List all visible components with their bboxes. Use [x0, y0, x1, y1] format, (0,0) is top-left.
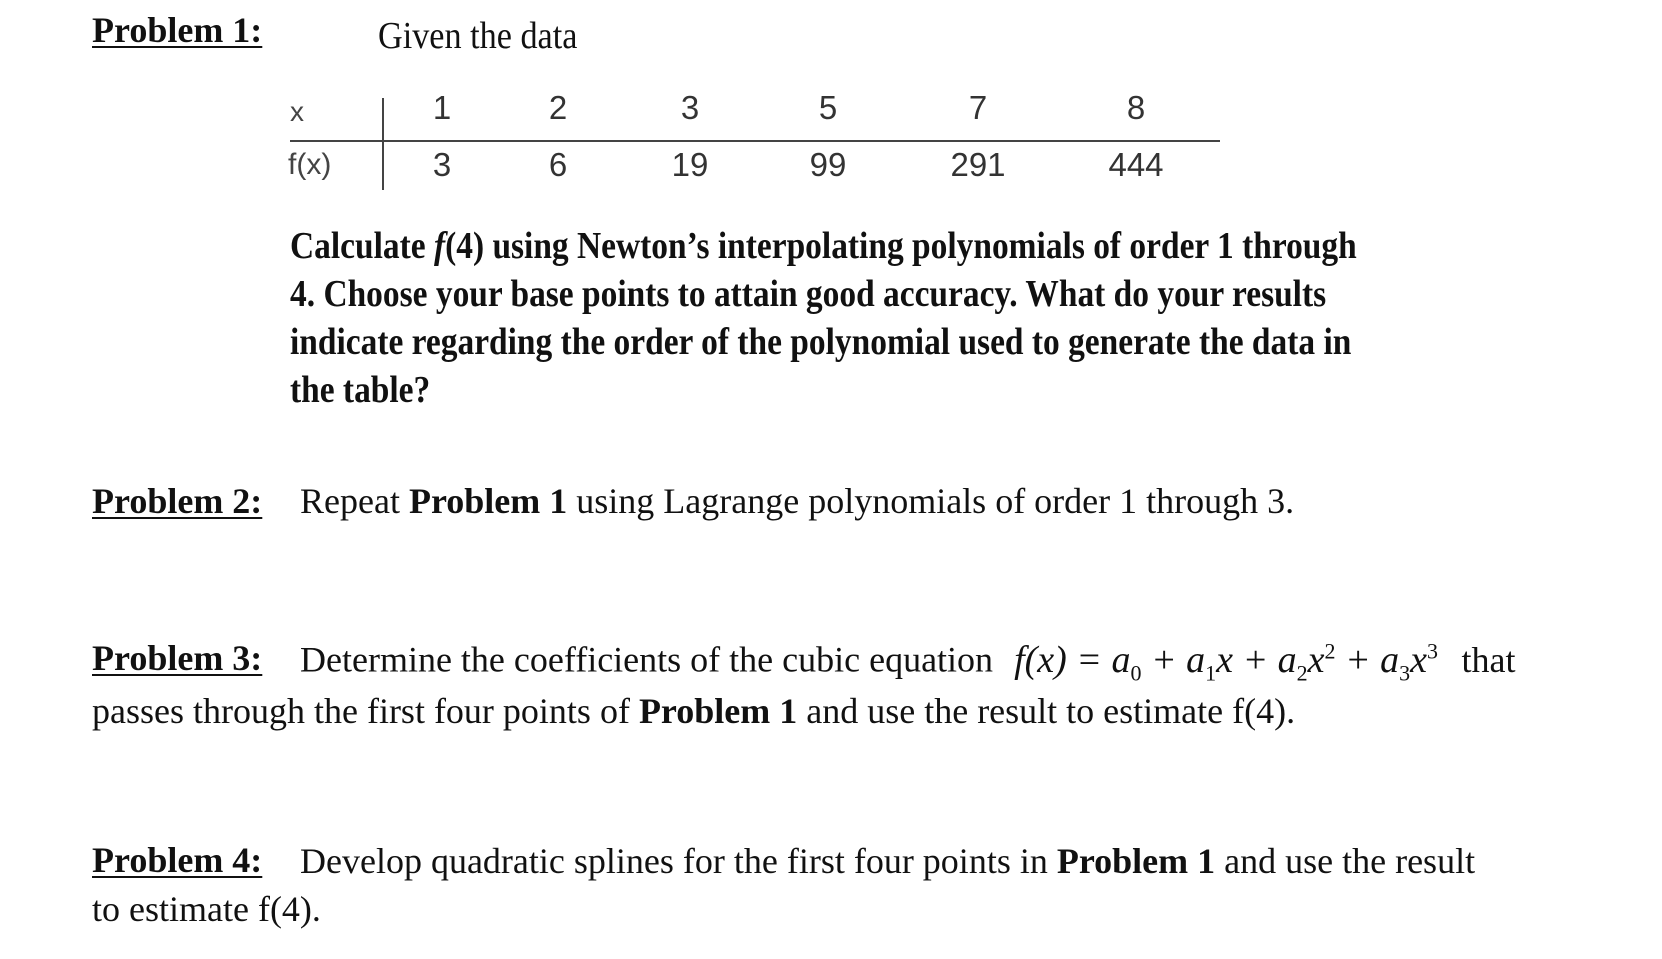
- equation-superscript: 3: [1427, 638, 1439, 663]
- problem-3-line-2-start: passes through the first four points of: [92, 691, 639, 731]
- equation-term: a: [1111, 638, 1131, 681]
- problem-1-text: [290, 222, 1390, 414]
- table-fx-cell: 19: [671, 146, 709, 183]
- equation-term: a: [1277, 638, 1297, 681]
- problem-4-line-2: to estimate f(4).: [92, 889, 321, 929]
- problem-1-label: Problem 1:: [92, 10, 263, 50]
- table-x-cell: 2: [548, 89, 568, 126]
- table-fx-cell: 291: [950, 146, 1006, 183]
- table-fx-cell: 6: [548, 146, 568, 183]
- table-x-cell: 5: [818, 89, 838, 126]
- problem-3-text-start: Determine the coefficients of the cubic equation: [300, 639, 994, 680]
- table-horizontal-rule: [290, 140, 1220, 142]
- problem-1-text-rest: (4) using Newton’s interpolating polynomials of order 1 through 4. Choose your base points to attain good accuracy. What do your results indicate regarding the order of the polynomial used to generate the data in the table?: [290, 225, 1357, 411]
- table-fx-cell: 99: [809, 146, 847, 183]
- problem-4-line-1-start: Develop quadratic splines for the first four points in: [300, 841, 1057, 881]
- problem-2-text: [300, 483, 1294, 519]
- problem-3-reference: Problem 1: [638, 691, 798, 731]
- problem-3-line-2: [92, 686, 1295, 736]
- equation-subscript: 3: [1399, 660, 1411, 686]
- table-x-cell: 8: [1126, 89, 1146, 126]
- equation-plus: +: [1335, 638, 1381, 681]
- problem-2-label: Problem 2:: [92, 481, 263, 521]
- problem-4-line-1-end: and use the result: [1215, 841, 1476, 881]
- problem-4-line-1: [300, 836, 1475, 886]
- table-x-cell: 7: [968, 89, 988, 126]
- table-fx-label: f(x): [288, 148, 332, 181]
- problem-3-label: Problem 3:: [92, 638, 263, 678]
- data-table: [280, 86, 1240, 196]
- equation-term: a: [1186, 638, 1206, 681]
- equation-lhs: f(x) =: [1014, 638, 1112, 681]
- problem-2-reference: Problem 1: [408, 481, 568, 521]
- problem-2-text-end: using Lagrange polynomials of order 1 through 3.: [567, 481, 1295, 521]
- problem-3-text-that: that: [1461, 639, 1516, 680]
- equation-term: x: [1410, 638, 1428, 681]
- problem-2-text-start: Repeat: [300, 481, 409, 521]
- equation-subscript: 0: [1130, 660, 1142, 686]
- table-x-cell: 3: [680, 89, 700, 126]
- problem-4-label: Problem 4:: [92, 840, 263, 880]
- equation-subscript: 1: [1205, 660, 1217, 686]
- table-x-label: x: [290, 96, 304, 127]
- problem-1-intro: Given the data: [378, 15, 578, 57]
- table-fx-cell: 444: [1108, 146, 1164, 183]
- problem-3-line-2-end: and use the result to estimate f(4).: [797, 691, 1296, 731]
- equation-term: a: [1380, 638, 1400, 681]
- table-x-cell: 1: [432, 89, 452, 126]
- equation-superscript: 2: [1324, 638, 1336, 663]
- equation-plus: +: [1232, 638, 1278, 681]
- problem-1-function-symbol: f: [433, 225, 446, 267]
- equation-plus: +: [1141, 638, 1187, 681]
- problem-1-text-start: Calculate: [290, 225, 434, 267]
- equation-subscript: 2: [1296, 660, 1308, 686]
- equation-term: x: [1307, 638, 1325, 681]
- equation-term: x: [1216, 638, 1233, 681]
- cubic-equation: [1014, 638, 1447, 686]
- problem-4-reference: Problem 1: [1056, 841, 1216, 881]
- table-fx-cell: 3: [432, 146, 452, 183]
